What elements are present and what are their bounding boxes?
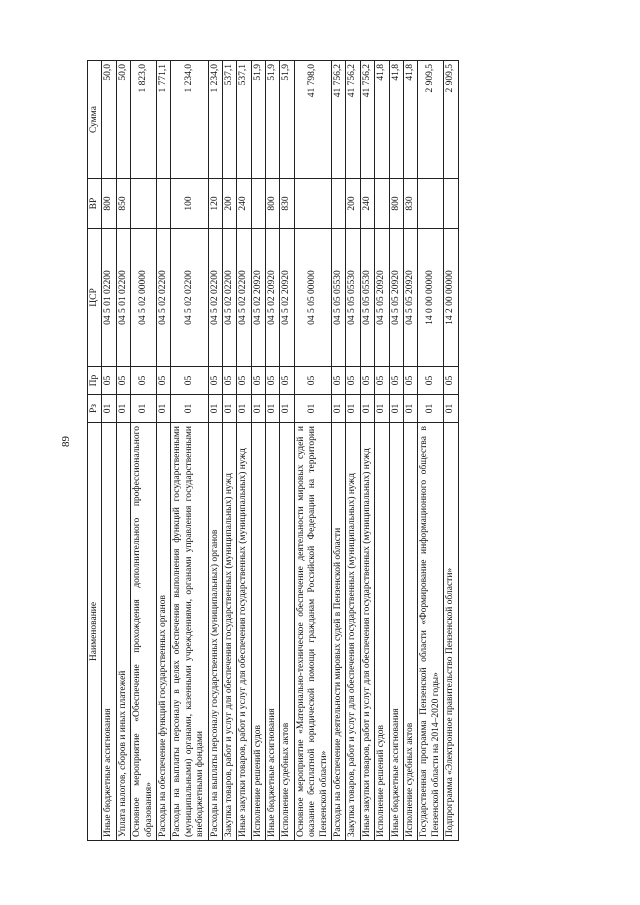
cell-name: Закупка товаров, работ и услуг для обеспечения государственных (муниципальных) нужд	[346, 423, 360, 841]
cell-name: Расходы на обеспечение деятельности мировых судей в Пензенской области	[332, 423, 346, 841]
cell-sum: 50,0	[116, 61, 130, 179]
table-row	[332, 61, 346, 841]
cell-sum: 41,8	[389, 61, 403, 179]
cell-pr: 05	[403, 367, 417, 395]
cell-rz: 01	[389, 395, 403, 423]
cell-csr: 04 5 05 05530	[360, 229, 374, 367]
cell-csr: 14 0 00 00000	[418, 229, 444, 367]
table-row	[171, 61, 208, 841]
cell-vr: 240	[237, 179, 251, 229]
table-row	[208, 61, 222, 841]
header-vr: ВР	[88, 179, 102, 229]
cell-csr: 04 5 02 02200	[208, 229, 222, 367]
cell-rz: 01	[116, 395, 130, 423]
cell-name: Закупка товаров, работ и услуг для обеспечения государственных (муниципальных) нужд	[222, 423, 236, 841]
cell-rz: 01	[266, 395, 280, 423]
cell-csr: 04 5 05 00000	[294, 229, 331, 367]
cell-pr: 05	[266, 367, 280, 395]
cell-pr: 05	[156, 367, 170, 395]
cell-vr: 800	[389, 179, 403, 229]
cell-vr	[156, 179, 170, 229]
table-row	[280, 61, 294, 841]
cell-vr: 800	[266, 179, 280, 229]
cell-sum: 41,8	[375, 61, 389, 179]
cell-name: Исполнение судебных актов	[280, 423, 294, 841]
cell-csr: 04 5 02 02200	[171, 229, 208, 367]
cell-csr: 04 5 05 05530	[346, 229, 360, 367]
cell-pr: 05	[360, 367, 374, 395]
cell-pr: 05	[222, 367, 236, 395]
cell-name: Иные бюджетные ассигнования	[389, 423, 403, 841]
cell-rz: 01	[403, 395, 417, 423]
cell-csr: 04 5 01 02200	[116, 229, 130, 367]
table-body	[102, 61, 458, 841]
cell-vr: 850	[116, 179, 130, 229]
cell-rz: 01	[444, 395, 458, 423]
cell-sum: 537,1	[222, 61, 236, 179]
cell-sum: 41 756,2	[346, 61, 360, 179]
cell-rz: 01	[208, 395, 222, 423]
cell-rz: 01	[360, 395, 374, 423]
cell-pr: 05	[294, 367, 331, 395]
cell-rz: 01	[156, 395, 170, 423]
cell-csr: 04 5 02 20920	[251, 229, 265, 367]
table-row	[266, 61, 280, 841]
cell-sum: 1 234,0	[208, 61, 222, 179]
cell-sum: 51,9	[280, 61, 294, 179]
cell-vr: 100	[171, 179, 208, 229]
header-rz: Рз	[88, 395, 102, 423]
cell-pr: 05	[375, 367, 389, 395]
cell-csr: 04 5 05 20920	[403, 229, 417, 367]
cell-rz: 01	[171, 395, 208, 423]
cell-pr: 05	[102, 367, 116, 395]
cell-csr: 04 5 02 02200	[237, 229, 251, 367]
header-sum: Сумма	[88, 61, 102, 179]
table-row	[418, 61, 444, 841]
cell-csr: 04 5 05 05530	[332, 229, 346, 367]
table-row	[360, 61, 374, 841]
cell-sum: 2 909,5	[444, 61, 458, 179]
cell-rz: 01	[102, 395, 116, 423]
rotated-page	[87, 61, 459, 841]
table-row	[102, 61, 116, 841]
cell-rz: 01	[237, 395, 251, 423]
cell-vr: 800	[102, 179, 116, 229]
cell-rz: 01	[280, 395, 294, 423]
cell-csr: 04 5 02 02200	[156, 229, 170, 367]
cell-pr: 05	[389, 367, 403, 395]
cell-pr: 05	[116, 367, 130, 395]
cell-csr: 14 2 00 00000	[444, 229, 458, 367]
cell-csr: 04 5 02 00000	[131, 229, 157, 367]
table-row	[389, 61, 403, 841]
cell-rz: 01	[346, 395, 360, 423]
cell-name: Исполнение решений судов	[375, 423, 389, 841]
cell-vr	[444, 179, 458, 229]
cell-pr: 05	[208, 367, 222, 395]
table-row	[222, 61, 236, 841]
cell-vr	[294, 179, 331, 229]
cell-name: Расходы на выплаты персоналу в целях обеспечения выполнения функций государственными (муниципальными) органами, казенными учреждениями, органами управления государственными внебюджетными фондами	[171, 423, 208, 841]
cell-vr: 830	[403, 179, 417, 229]
cell-name: Подпрограмма «Электронное правительство Пензенской области»	[444, 423, 458, 841]
table-row	[403, 61, 417, 841]
table-row	[294, 61, 331, 841]
cell-rz: 01	[251, 395, 265, 423]
cell-name: Иные бюджетные ассигнования	[102, 423, 116, 841]
table-row	[375, 61, 389, 841]
table-row	[237, 61, 251, 841]
cell-rz: 01	[131, 395, 157, 423]
cell-name: Уплата налогов, сборов и иных платежей	[116, 423, 130, 841]
cell-name: Государственная программа Пензенской области «Формирование информационного общества в Пензенской области на 2014–2020 годы»	[418, 423, 444, 841]
cell-name: Основное мероприятие «Обеспечение прохождения дополнительного профессионального образования»	[131, 423, 157, 841]
cell-sum: 2 909,5	[418, 61, 444, 179]
cell-sum: 50,0	[102, 61, 116, 179]
cell-name: Основное мероприятие «Материально-техническое обеспечение деятельности мировых судей и оказание бесплатной юридической помощи гражданам Российской Федерации на территории Пензенской области»	[294, 423, 331, 841]
table-row	[156, 61, 170, 841]
cell-vr: 240	[360, 179, 374, 229]
cell-rz: 01	[222, 395, 236, 423]
cell-pr: 05	[251, 367, 265, 395]
cell-name: Иные закупки товаров, работ и услуг для обеспечения государственных (муниципальных) нужд	[360, 423, 374, 841]
cell-rz: 01	[375, 395, 389, 423]
cell-csr: 04 5 05 20920	[389, 229, 403, 367]
cell-name: Иные закупки товаров, работ и услуг для обеспечения государственных (муниципальных) нужд	[237, 423, 251, 841]
cell-name: Исполнение решений судов	[251, 423, 265, 841]
header-pr: Пр	[88, 367, 102, 395]
cell-pr: 05	[171, 367, 208, 395]
table-row	[346, 61, 360, 841]
cell-csr: 04 5 05 20920	[375, 229, 389, 367]
cell-sum: 537,1	[237, 61, 251, 179]
budget-table	[87, 60, 459, 841]
cell-rz: 01	[418, 395, 444, 423]
cell-sum: 51,9	[266, 61, 280, 179]
cell-vr	[332, 179, 346, 229]
cell-csr: 04 5 02 02200	[222, 229, 236, 367]
cell-vr	[375, 179, 389, 229]
table-row	[251, 61, 265, 841]
cell-csr: 04 5 02 20920	[266, 229, 280, 367]
cell-sum: 41 756,2	[360, 61, 374, 179]
cell-sum: 1 234,0	[171, 61, 208, 179]
cell-sum: 41 798,0	[294, 61, 331, 179]
cell-name: Исполнение судебных актов	[403, 423, 417, 841]
cell-vr	[131, 179, 157, 229]
cell-vr: 830	[280, 179, 294, 229]
cell-sum: 1 823,0	[131, 61, 157, 179]
header-csr: ЦСР	[88, 229, 102, 367]
cell-sum: 41 756,2	[332, 61, 346, 179]
header-name: Наименование	[88, 423, 102, 841]
cell-pr: 05	[346, 367, 360, 395]
cell-pr: 05	[131, 367, 157, 395]
cell-name: Расходы на обеспечение функций государственных органов	[156, 423, 170, 841]
cell-pr: 05	[332, 367, 346, 395]
cell-pr: 05	[237, 367, 251, 395]
cell-vr: 200	[222, 179, 236, 229]
cell-sum: 51,9	[251, 61, 265, 179]
cell-rz: 01	[332, 395, 346, 423]
cell-pr: 05	[444, 367, 458, 395]
cell-name: Иные бюджетные ассигнования	[266, 423, 280, 841]
cell-vr: 200	[346, 179, 360, 229]
cell-vr	[418, 179, 444, 229]
table-row	[444, 61, 458, 841]
cell-sum: 1 771,1	[156, 61, 170, 179]
cell-pr: 05	[418, 367, 444, 395]
cell-csr: 04 5 02 20920	[280, 229, 294, 367]
cell-csr: 04 5 01 02200	[102, 229, 116, 367]
cell-vr: 120	[208, 179, 222, 229]
cell-pr: 05	[280, 367, 294, 395]
table-row	[131, 61, 157, 841]
cell-name: Расходы на выплаты персоналу государственных (муниципальных) органов	[208, 423, 222, 841]
table-row	[116, 61, 130, 841]
cell-sum: 41,8	[403, 61, 417, 179]
cell-rz: 01	[294, 395, 331, 423]
page-number: 89	[60, 436, 72, 447]
table-header-row	[88, 61, 102, 841]
cell-vr	[251, 179, 265, 229]
